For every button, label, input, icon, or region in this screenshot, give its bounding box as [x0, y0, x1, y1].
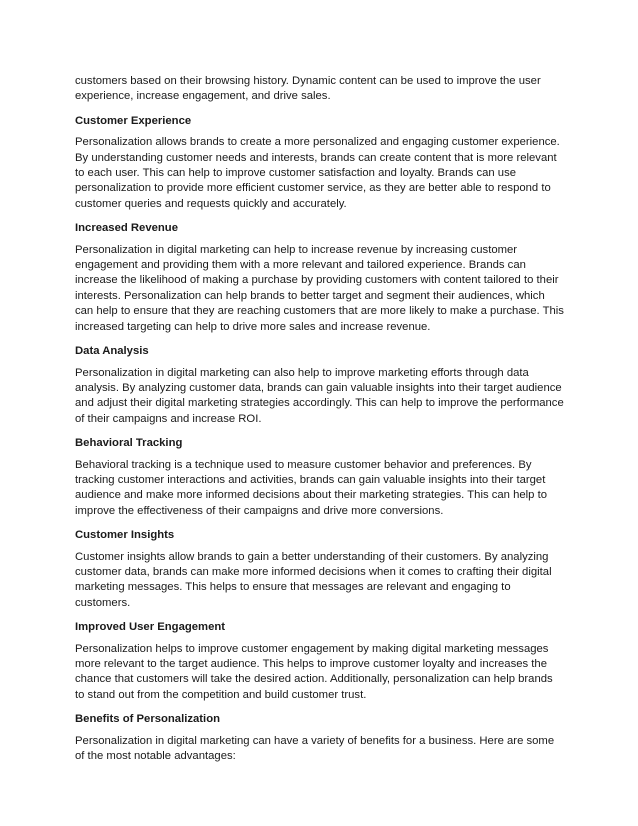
section-body: Behavioral tracking is a technique used to measure customer behavior and preferences. By tracking customer interactions and activities, brands can gain valuable insights into their target audience and make more informed decisions about their marketing strategies. This can help to improve the effectiveness of their campaigns and drive more conversions. — [75, 458, 548, 517]
document-page — [75, 74, 565, 773]
section-body: Customer insights allow brands to gain a better understanding of their customers. By analyzing customer data, brands can make more informed decisions when it comes to crafting their digital marketing messages. This helps to ensure that messages are relevant and engaging to customers. — [75, 550, 552, 609]
section-heading: Customer Insights — [75, 529, 175, 542]
section-body: Personalization helps to improve customer engagement by making digital marketing messages more relevant to the target audience. This helps to improve customer loyalty and increases the chance that customers will take the desired action. Additionally, personalization can help brands to stand out from the competition and build customer trust. — [75, 642, 553, 701]
section-benefits-of-personalization — [75, 712, 565, 764]
section-body: Personalization in digital marketing can help to increase revenue by increasing customer engagement and providing them with a more relevant and tailored experience. Brands can increase the likelihood of making a purchase by providing customers with content tailored to their interests. Personalization can help brands to better target and segment their audiences, which can help to ensure that they are reaching customers that are more likely to make a purchase. This increased targeting can help to drive more sales and increase revenue. — [75, 243, 564, 333]
section-customer-experience — [75, 114, 565, 212]
section-heading: Customer Experience — [75, 114, 192, 127]
section-behavioral-tracking — [75, 436, 565, 519]
section-data-analysis — [75, 344, 565, 427]
section-customer-insights — [75, 528, 565, 611]
section-heading: Behavioral Tracking — [75, 437, 183, 450]
section-body: Personalization in digital marketing can have a variety of benefits for a business. Here are some of the most notable advantages: — [75, 734, 555, 763]
section-increased-revenue — [75, 221, 565, 335]
section-body: Personalization in digital marketing can also help to improve marketing efforts through data analysis. By analyzing customer data, brands can gain valuable insights into their target audience and adjust their digital marketing strategies accordingly. This can help to improve the performance of their campaigns and increase ROI. — [75, 366, 564, 425]
section-heading: Benefits of Personalization — [75, 713, 221, 726]
section-body: Personalization allows brands to create a more personalized and engaging customer experience. By understanding customer needs and interests, brands can create content that is more relevant to each user. This can help to improve customer satisfaction and loyalty. Brands can use personalization to provide more efficient customer service, as they are better able to respond to customer queries and requests quickly and accurately. — [75, 136, 560, 210]
lead-paragraph: customers based on their browsing history. Dynamic content can be used to improve the user experience, increase engagement, and drive sales. — [75, 75, 541, 103]
section-improved-user-engagement — [75, 620, 565, 703]
section-heading: Data Analysis — [75, 345, 149, 358]
section-heading: Improved User Engagement — [75, 621, 226, 634]
section-heading: Increased Revenue — [75, 222, 178, 235]
